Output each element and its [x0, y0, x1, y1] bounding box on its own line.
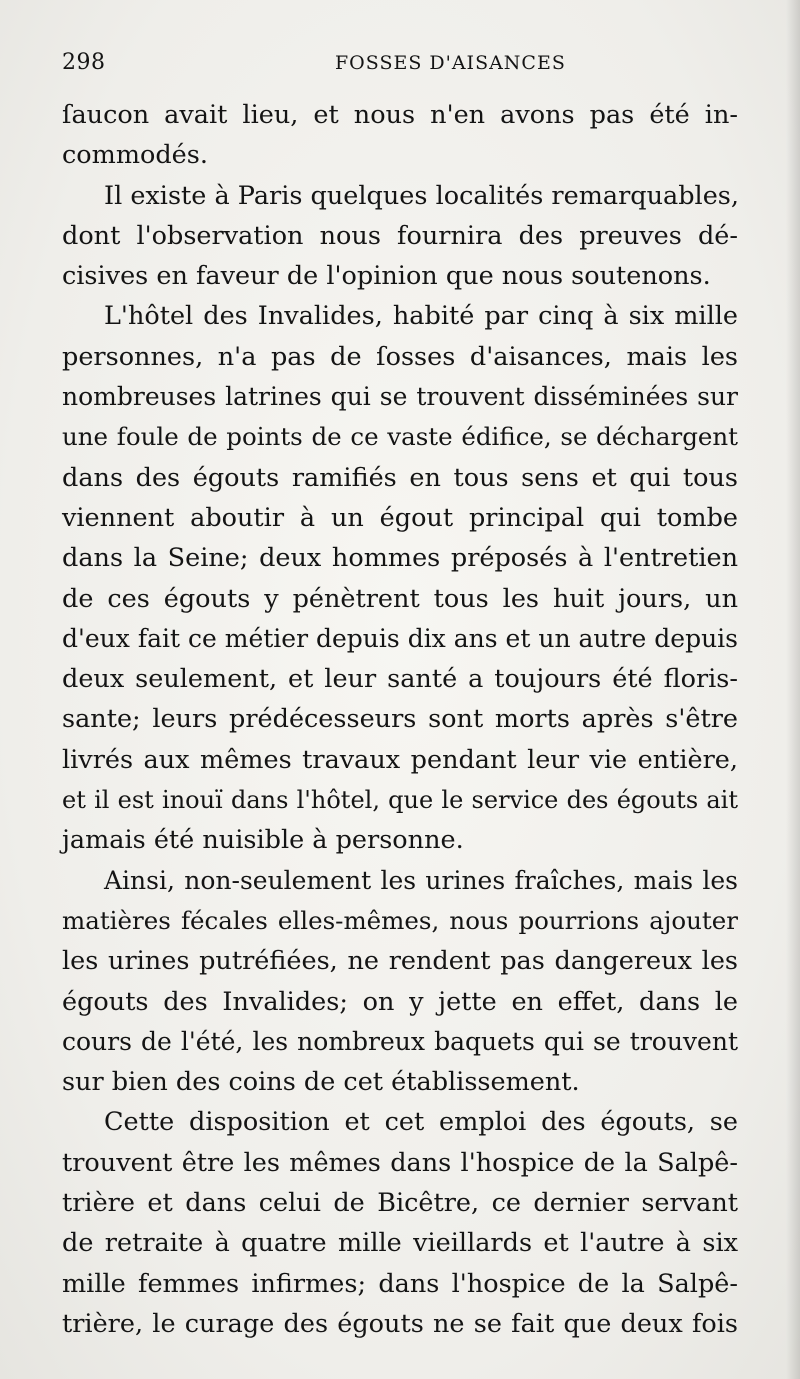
text-line: personnes, n'a pas de ſosses d'aisances, mais les: [62, 341, 738, 372]
text-line: cisives en faveur de l'opinion que nous soutenons.: [62, 261, 711, 292]
text-line: nombreuses latrines qui se trouvent disséminées sur: [62, 382, 738, 412]
text-line: L'hôtel des Invalides, habité par cinq à six mille: [104, 301, 738, 332]
text-line: trière et dans celui de Bicêtre, ce dernier servant: [62, 1188, 738, 1219]
page-number: 298: [62, 50, 106, 75]
text-line: viennent aboutir à un égout principal qui tombe: [62, 502, 738, 533]
text-line: et il est inouï dans l'hôtel, que le service des égouts ait: [62, 786, 738, 815]
text-line: dans la Seine; deux hommes préposés à l'entretien: [62, 543, 738, 574]
text-line: commodés.: [62, 140, 208, 171]
text-line: de retraite à quatre mille vieillards et l'autre à six: [62, 1228, 738, 1259]
text-line: livrés aux mêmes travaux pendant leur vie entière,: [62, 744, 738, 775]
body-text: [62, 95, 738, 1344]
text-line: une foule de points de ce vaste édifice, se déchargent: [62, 422, 738, 452]
text-line: les urines putréfiées, ne rendent pas dangereux les: [62, 946, 738, 977]
text-line: sur bien des coins de cet établissement.: [62, 1067, 580, 1098]
page-header: [60, 50, 740, 80]
text-line: jamais été nuisible à personne.: [62, 825, 464, 856]
text-line: ſaucon avait lieu, et nous n'en avons pas été in-: [62, 100, 738, 130]
text-line: de ces égouts y pénètrent tous les huit jours, un: [62, 583, 738, 614]
text-line: trouvent être les mêmes dans l'hospice de la Salpê-: [62, 1147, 738, 1178]
text-line: matières fécales elles-mêmes, nous pourrions ajouter: [62, 905, 738, 935]
text-line: cours de l'été, les nombreux baquets qui se trouvent: [62, 1026, 738, 1056]
text-line: sante; leurs prédécesseurs sont morts après s'être: [62, 704, 738, 735]
running-head: FOSSES D'AISANCES: [335, 52, 566, 74]
text-line: mille femmes infirmes; dans l'hospice de la Salpê-: [62, 1268, 738, 1299]
page-edge-shadow: [786, 0, 800, 1379]
text-line: dans des égouts ramifiés en tous sens et qui tous: [62, 462, 738, 493]
text-line: égouts des Invalides; on y jette en effet, dans le: [62, 986, 738, 1017]
text-line: trière, le curage des égouts ne se fait que deux fois: [62, 1308, 738, 1339]
text-line: Cette disposition et cet emploi des égouts, se: [104, 1107, 738, 1138]
text-line: dont l'observation nous fournira des preuves dé-: [62, 220, 738, 251]
text-line: Il existe à Paris quelques localités remarquables,: [104, 180, 739, 211]
text-line: d'eux fait ce métier depuis dix ans et un autre depuis: [62, 623, 738, 653]
text-line: Ainsi, non-seulement les urines fraîches, mais les: [104, 865, 738, 895]
text-line: deux seulement, et leur santé a toujours été floris-: [62, 664, 738, 695]
